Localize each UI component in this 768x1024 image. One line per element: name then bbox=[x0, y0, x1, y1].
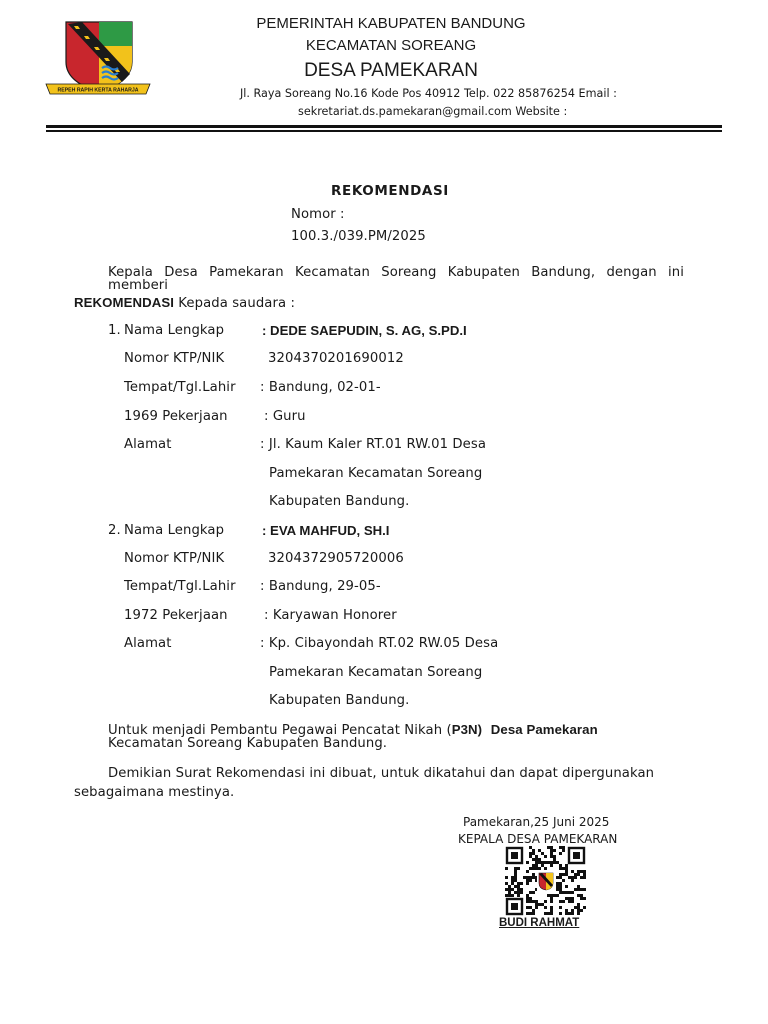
qr-module bbox=[514, 873, 517, 876]
qr-module bbox=[559, 852, 562, 855]
qr-module bbox=[520, 888, 523, 891]
qr-module bbox=[514, 867, 517, 870]
qr-module bbox=[571, 900, 574, 903]
address-line-1: : Jl. Kaum Kaler RT.01 RW.01 Desa bbox=[260, 437, 487, 452]
address-line-1: : Kp. Cibayondah RT.02 RW.05 Desa bbox=[260, 636, 499, 651]
qr-module bbox=[511, 876, 514, 879]
intro-recommendation-line bbox=[74, 295, 295, 311]
qr-module bbox=[505, 894, 508, 897]
qr-module bbox=[529, 867, 532, 870]
qr-module bbox=[538, 867, 541, 870]
closing-line-1: Demikian Surat Rekomendasi ini dibuat, untuk dikatahui dan dapat dipergunakan bbox=[108, 766, 655, 781]
qr-module bbox=[529, 852, 532, 855]
letter-title: REKOMENDASI bbox=[331, 183, 449, 199]
qr-module bbox=[577, 873, 580, 876]
qr-module bbox=[574, 876, 577, 879]
address-line-3: Kabupaten Bandung. bbox=[269, 494, 410, 509]
qr-module bbox=[541, 861, 544, 864]
qr-module bbox=[577, 888, 580, 891]
qr-module bbox=[529, 897, 532, 900]
qr-module bbox=[556, 894, 559, 897]
qr-module bbox=[565, 891, 568, 894]
qr-module bbox=[517, 867, 520, 870]
qr-module bbox=[526, 894, 529, 897]
signatory-name: BUDI RAHMAT bbox=[499, 917, 580, 929]
qr-module bbox=[562, 891, 565, 894]
qr-module bbox=[538, 858, 541, 861]
qr-module bbox=[580, 888, 583, 891]
qr-module bbox=[580, 876, 583, 879]
qr-module bbox=[538, 903, 541, 906]
qr-module bbox=[529, 846, 532, 849]
qr-module bbox=[550, 912, 553, 915]
qr-module bbox=[508, 885, 511, 888]
qr-module bbox=[550, 849, 553, 852]
qr-module bbox=[547, 894, 550, 897]
qr-module bbox=[526, 912, 529, 915]
qr-module bbox=[511, 888, 514, 891]
qr-module bbox=[508, 888, 511, 891]
purpose-village: Desa Pamekaran bbox=[490, 722, 598, 737]
qr-module bbox=[571, 897, 574, 900]
qr-module bbox=[568, 891, 571, 894]
qr-module bbox=[535, 864, 538, 867]
qr-module bbox=[574, 873, 577, 876]
intro-paragraph: Kepala Desa Pamekaran Kecamatan Soreang Kabupaten Bandung, dengan ini memberi bbox=[108, 265, 684, 293]
qr-module bbox=[541, 903, 544, 906]
qr-module bbox=[544, 906, 547, 909]
qr-module bbox=[577, 903, 580, 906]
qr-module bbox=[580, 897, 583, 900]
qr-module bbox=[532, 900, 535, 903]
qr-module bbox=[532, 852, 535, 855]
qr-module bbox=[523, 876, 526, 879]
qr-module bbox=[532, 867, 535, 870]
qr-module bbox=[550, 864, 553, 867]
qr-module bbox=[577, 912, 580, 915]
birth-label: Tempat/Tgl.Lahir bbox=[124, 380, 236, 395]
qr-module bbox=[562, 873, 565, 876]
qr-module bbox=[559, 906, 562, 909]
qr-module bbox=[526, 882, 529, 885]
qr-code-signature-icon bbox=[505, 846, 586, 916]
coat-of-arms-icon bbox=[44, 18, 152, 98]
qr-module bbox=[574, 906, 577, 909]
qr-module bbox=[514, 879, 517, 882]
qr-module bbox=[526, 870, 529, 873]
qr-module bbox=[520, 882, 523, 885]
address-line-2: Pamekaran Kecamatan Soreang bbox=[269, 466, 483, 481]
qr-module bbox=[532, 876, 535, 879]
header-rule-thin bbox=[46, 130, 722, 132]
qr-module bbox=[565, 885, 568, 888]
qr-module bbox=[553, 849, 556, 852]
qr-module bbox=[508, 891, 511, 894]
qr-module bbox=[559, 891, 562, 894]
qr-module bbox=[565, 912, 568, 915]
qr-module bbox=[571, 870, 574, 873]
letterhead-village: DESA PAMEKARAN bbox=[304, 60, 478, 81]
birth-value: : Bandung, 02-01- bbox=[260, 380, 381, 395]
qr-module bbox=[580, 870, 583, 873]
qr-module bbox=[511, 882, 514, 885]
qr-module bbox=[559, 846, 562, 849]
birth-label: Tempat/Tgl.Lahir bbox=[124, 579, 236, 594]
qr-module bbox=[529, 891, 532, 894]
occupation-value: : Karyawan Honorer bbox=[264, 608, 397, 623]
qr-module bbox=[517, 888, 520, 891]
qr-module bbox=[568, 897, 571, 900]
occupation-label: 1972 Pekerjaan bbox=[124, 608, 228, 623]
qr-module bbox=[529, 912, 532, 915]
qr-module bbox=[526, 906, 529, 909]
qr-module bbox=[580, 909, 583, 912]
qr-module bbox=[559, 888, 562, 891]
qr-module bbox=[550, 894, 553, 897]
qr-module bbox=[577, 906, 580, 909]
intro-to-recipients: Kepada saudara : bbox=[174, 296, 296, 311]
occupation-value: : Guru bbox=[264, 409, 306, 424]
header-rule-thick bbox=[46, 125, 722, 128]
qr-module bbox=[526, 897, 529, 900]
qr-module bbox=[571, 879, 574, 882]
person-number: 2. bbox=[108, 523, 121, 538]
qr-module bbox=[562, 846, 565, 849]
qr-module bbox=[514, 870, 517, 873]
qr-module bbox=[514, 891, 517, 894]
qr-module bbox=[550, 897, 553, 900]
qr-module bbox=[583, 906, 586, 909]
qr-module bbox=[532, 864, 535, 867]
purpose-line-2: Kecamatan Soreang Kabupaten Bandung. bbox=[108, 736, 388, 751]
qr-module bbox=[526, 861, 529, 864]
ktp-label: Nomor KTP/NIK bbox=[124, 551, 225, 566]
qr-module bbox=[529, 855, 532, 858]
qr-module bbox=[532, 909, 535, 912]
qr-module bbox=[565, 897, 568, 900]
qr-module bbox=[529, 876, 532, 879]
qr-module bbox=[520, 891, 523, 894]
qr-module bbox=[559, 882, 562, 885]
qr-module bbox=[568, 900, 571, 903]
qr-module bbox=[553, 894, 556, 897]
qr-module bbox=[511, 894, 514, 897]
qr-module bbox=[550, 861, 553, 864]
qr-module bbox=[535, 855, 538, 858]
qr-module bbox=[505, 876, 508, 879]
qr-module bbox=[577, 894, 580, 897]
qr-module bbox=[574, 888, 577, 891]
signature-position: KEPALA DESA PAMEKARAN bbox=[458, 832, 618, 846]
qr-module bbox=[532, 858, 535, 861]
qr-module bbox=[505, 867, 508, 870]
qr-module bbox=[544, 861, 547, 864]
qr-module bbox=[559, 912, 562, 915]
qr-module bbox=[559, 873, 562, 876]
qr-code bbox=[505, 846, 586, 916]
qr-module bbox=[517, 894, 520, 897]
qr-module bbox=[535, 903, 538, 906]
letter-number-value: 100.3./039.PM/2025 bbox=[291, 229, 426, 244]
qr-module bbox=[562, 867, 565, 870]
qr-module bbox=[559, 876, 562, 879]
ktp-value: 3204372905720006 bbox=[268, 551, 404, 566]
qr-module bbox=[577, 870, 580, 873]
qr-module bbox=[505, 888, 508, 891]
qr-module bbox=[565, 909, 568, 912]
qr-module bbox=[526, 900, 529, 903]
qr-module bbox=[565, 864, 568, 867]
letterhead-contact: sekretariat.ds.pamekaran@gmail.com Website : bbox=[298, 105, 568, 118]
qr-module bbox=[583, 876, 586, 879]
qr-module bbox=[544, 912, 547, 915]
qr-module bbox=[580, 894, 583, 897]
address-label: Alamat bbox=[124, 636, 172, 651]
qr-module bbox=[553, 858, 556, 861]
qr-module bbox=[565, 873, 568, 876]
qr-module bbox=[550, 846, 553, 849]
qr-module bbox=[514, 876, 517, 879]
letterhead-address: Jl. Raya Soreang No.16 Kode Pos 40912 Telp. 022 85876254 Email : bbox=[240, 87, 617, 100]
address-line-2: Pamekaran Kecamatan Soreang bbox=[269, 665, 483, 680]
qr-module bbox=[556, 882, 559, 885]
qr-module bbox=[556, 888, 559, 891]
qr-module bbox=[535, 858, 538, 861]
qr-module bbox=[505, 882, 508, 885]
qr-module bbox=[553, 855, 556, 858]
qr-module bbox=[541, 852, 544, 855]
qr-module bbox=[571, 876, 574, 879]
qr-module bbox=[583, 870, 586, 873]
person-number: 1. bbox=[108, 323, 121, 338]
letterhead-district: KECAMATAN SOREANG bbox=[305, 37, 477, 54]
qr-module bbox=[517, 882, 520, 885]
qr-module bbox=[535, 861, 538, 864]
qr-module bbox=[583, 873, 586, 876]
ktp-value: 3204370201690012 bbox=[268, 351, 404, 366]
qr-module bbox=[559, 867, 562, 870]
qr-module bbox=[514, 885, 517, 888]
qr-module bbox=[565, 870, 568, 873]
qr-module bbox=[547, 912, 550, 915]
qr-module bbox=[538, 861, 541, 864]
qr-module bbox=[535, 867, 538, 870]
qr-module bbox=[532, 891, 535, 894]
qr-module bbox=[562, 900, 565, 903]
qr-module bbox=[508, 894, 511, 897]
qr-module bbox=[550, 906, 553, 909]
qr-module bbox=[550, 855, 553, 858]
name-value: : DEDE SAEPUDIN, S. AG, S.PD.I bbox=[262, 323, 467, 338]
qr-module bbox=[559, 900, 562, 903]
recommendation-keyword: REKOMENDASI bbox=[74, 295, 175, 310]
name-label: Nama Lengkap bbox=[124, 323, 225, 338]
qr-module bbox=[550, 909, 553, 912]
qr-module bbox=[562, 879, 565, 882]
logo bbox=[44, 18, 152, 98]
qr-module bbox=[556, 861, 559, 864]
qr-module bbox=[553, 861, 556, 864]
signature-place-date: Pamekaran,25 Juni 2025 bbox=[463, 815, 610, 829]
logo-motto: REPEH RAPIH KERTA RAHARJA bbox=[57, 87, 139, 94]
qr-module bbox=[559, 885, 562, 888]
qr-module bbox=[532, 849, 535, 852]
qr-module bbox=[529, 906, 532, 909]
qr-module bbox=[568, 912, 571, 915]
qr-module bbox=[511, 879, 514, 882]
qr-module bbox=[571, 909, 574, 912]
birth-value: : Bandung, 29-05- bbox=[260, 579, 381, 594]
purpose-p3n: P3N) bbox=[451, 722, 483, 737]
qr-module bbox=[556, 876, 559, 879]
qr-module bbox=[568, 876, 571, 879]
letterhead-government: PEMERINTAH KABUPATEN BANDUNG bbox=[256, 15, 526, 32]
name-value: : EVA MAHFUD, SH.I bbox=[262, 523, 390, 538]
qr-module bbox=[532, 912, 535, 915]
qr-module bbox=[550, 900, 553, 903]
qr-module bbox=[577, 885, 580, 888]
qr-module bbox=[556, 885, 559, 888]
qr-module bbox=[583, 897, 586, 900]
qr-module bbox=[559, 864, 562, 867]
letter-number-label: Nomor : bbox=[291, 207, 345, 222]
qr-module bbox=[550, 852, 553, 855]
qr-module bbox=[547, 846, 550, 849]
qr-module bbox=[517, 885, 520, 888]
qr-module bbox=[535, 900, 538, 903]
qr-module bbox=[529, 879, 532, 882]
qr-module bbox=[544, 900, 547, 903]
qr-module bbox=[571, 912, 574, 915]
qr-module bbox=[547, 861, 550, 864]
qr-module bbox=[544, 867, 547, 870]
qr-module bbox=[526, 879, 529, 882]
purpose-text: Untuk menjadi Pembantu Pegawai Pencatat Nikah ( bbox=[108, 723, 452, 738]
closing-line-2: sebagaimana mestinya. bbox=[74, 785, 235, 800]
qr-module bbox=[535, 906, 538, 909]
address-line-3: Kabupaten Bandung. bbox=[269, 693, 410, 708]
qr-module bbox=[562, 849, 565, 852]
qr-module bbox=[526, 876, 529, 879]
qr-module bbox=[532, 873, 535, 876]
address-label: Alamat bbox=[124, 437, 172, 452]
qr-module bbox=[583, 888, 586, 891]
qr-module bbox=[577, 909, 580, 912]
qr-module bbox=[571, 891, 574, 894]
qr-module bbox=[529, 900, 532, 903]
qr-module bbox=[565, 867, 568, 870]
ktp-label: Nomor KTP/NIK bbox=[124, 351, 225, 366]
name-label: Nama Lengkap bbox=[124, 523, 225, 538]
qr-module bbox=[541, 864, 544, 867]
occupation-label: 1969 Pekerjaan bbox=[124, 409, 228, 424]
qr-module bbox=[517, 891, 520, 894]
qr-module bbox=[538, 849, 541, 852]
qr-module bbox=[544, 855, 547, 858]
